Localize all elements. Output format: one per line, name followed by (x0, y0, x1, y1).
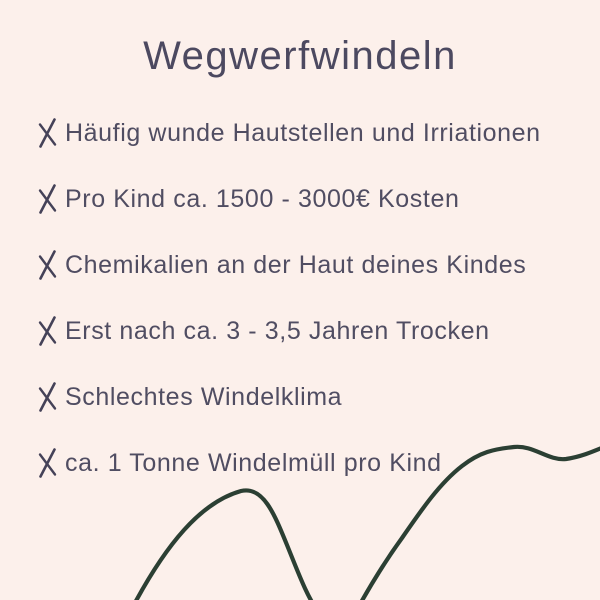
list-item (34, 430, 580, 496)
list-item (34, 298, 580, 364)
list-item-label: Häufig wunde Hautstellen und Irriationen (65, 118, 541, 147)
list-item (34, 100, 580, 166)
list-item-label: ca. 1 Tonne Windelmüll pro Kind (65, 448, 442, 477)
list-item-label: Chemikalien an der Haut deines Kindes (65, 250, 527, 279)
cross-icon (34, 315, 60, 347)
cons-list (34, 100, 580, 496)
list-item-label: Erst nach ca. 3 - 3,5 Jahren Trocken (65, 316, 490, 345)
cross-icon (34, 117, 60, 149)
list-item-label: Pro Kind ca. 1500 - 3000€ Kosten (65, 184, 460, 213)
list-item (34, 232, 580, 298)
cross-icon (34, 183, 60, 215)
cross-icon (34, 381, 60, 413)
cross-icon (34, 249, 60, 281)
list-item (34, 166, 580, 232)
page-title: Wegwerfwindeln (143, 34, 457, 78)
list-item (34, 364, 580, 430)
cross-icon (34, 447, 60, 479)
list-item-label: Schlechtes Windelklima (65, 382, 343, 411)
